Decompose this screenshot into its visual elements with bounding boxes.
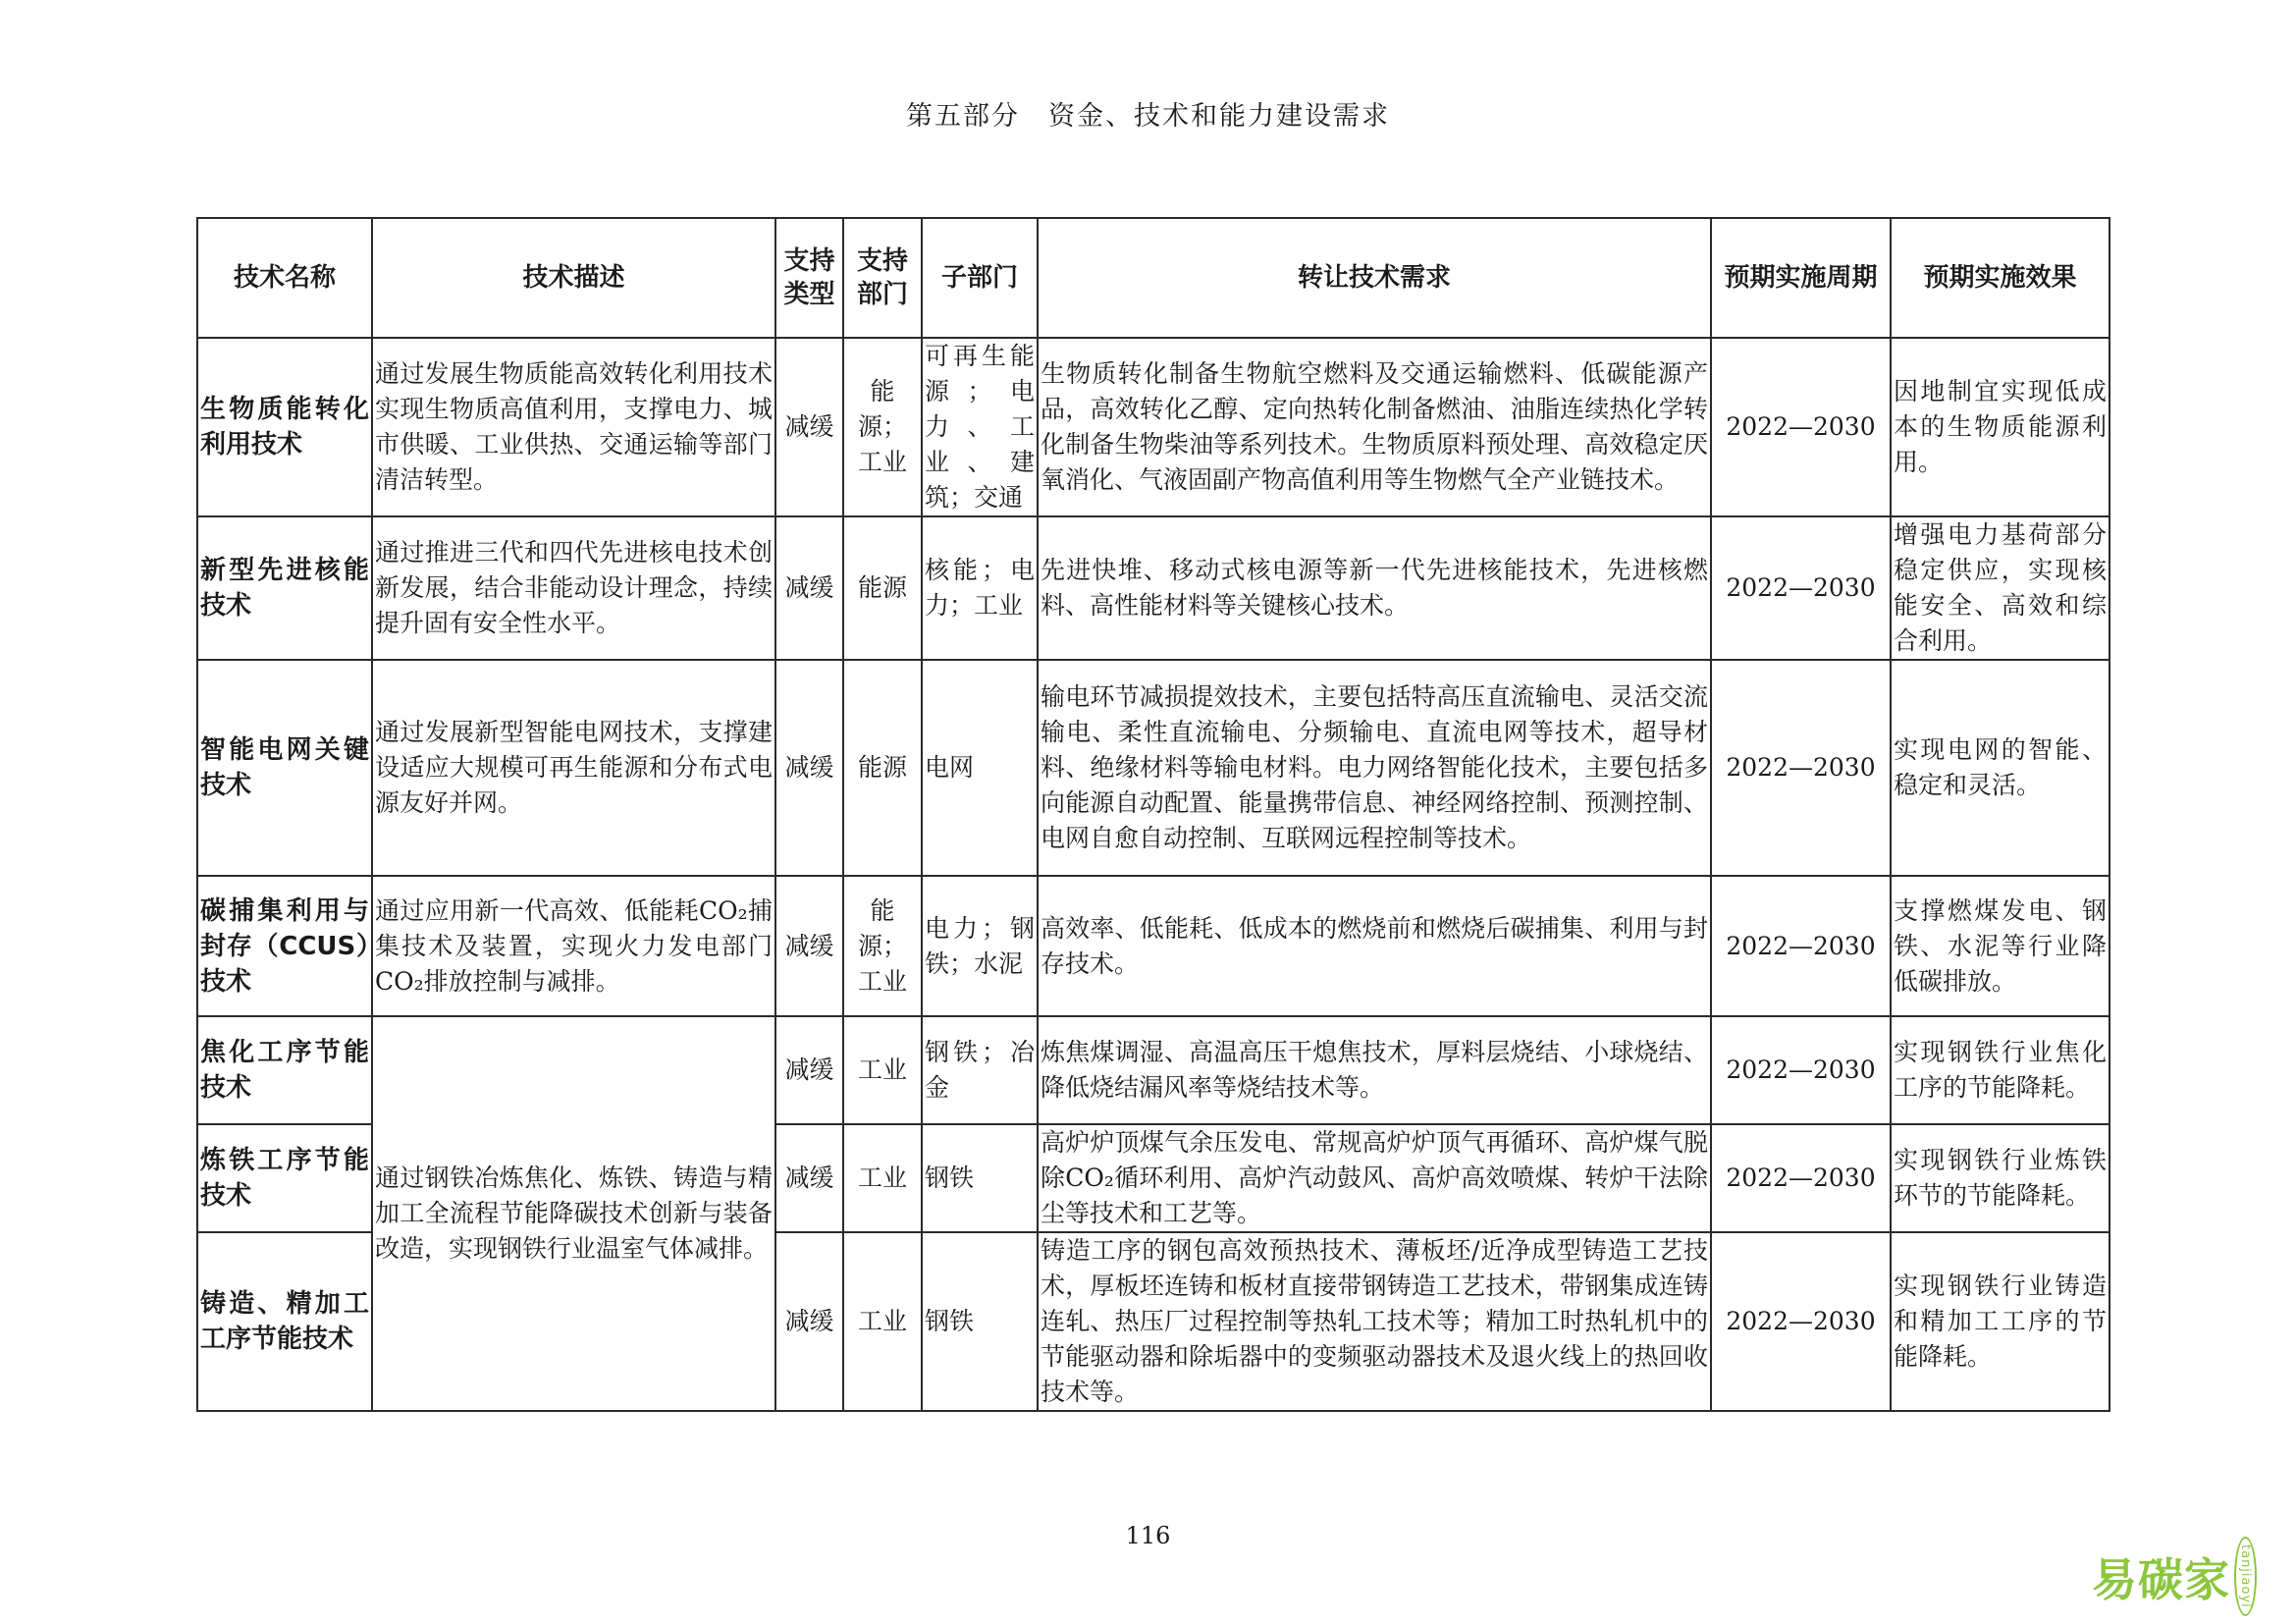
column-header: 技术名称 xyxy=(197,218,372,338)
sub-department: 钢铁；冶金 xyxy=(922,1016,1038,1124)
tech-name: 新型先进核能技术 xyxy=(197,516,372,660)
transfer-requirement: 先进快堆、移动式核电源等新一代先进核能技术，先进核燃料、高性能材料等关键核心技术。 xyxy=(1038,516,1711,660)
transfer-requirement: 铸造工序的钢包高效预热技术、薄板坯/近净成型铸造工艺技术，厚板坯连铸和板材直接带钢铸造工艺技术，带钢集成连铸连轧、热压厂过程控制等热轧工技术等；精加工时热轧机中的节能驱动器和除垢器中的变频驱动器技术及退火线上的热回收技术等。 xyxy=(1038,1232,1711,1411)
transfer-requirement: 炼焦煤调湿、高温高压干熄焦技术，厚料层烧结、小球烧结、降低烧结漏风率等烧结技术等。 xyxy=(1038,1016,1711,1124)
column-header: 支持部门 xyxy=(843,218,922,338)
tech-name: 焦化工序节能技术 xyxy=(197,1016,372,1124)
table-row xyxy=(197,660,2109,876)
table-header-row xyxy=(197,218,2109,338)
column-header: 子部门 xyxy=(922,218,1038,338)
expected-effect: 实现钢铁行业焦化工序的节能降耗。 xyxy=(1891,1016,2109,1124)
watermark-sub: tanjiaoyi xyxy=(2234,1537,2257,1616)
table-row xyxy=(197,876,2109,1016)
tech-name: 铸造、精加工工序节能技术 xyxy=(197,1232,372,1411)
tech-transfer-table xyxy=(196,217,2110,1412)
support-type: 减缓 xyxy=(775,660,843,876)
support-type: 减缓 xyxy=(775,338,843,516)
tech-description: 通过发展新型智能电网技术，支撑建设适应大规模可再生能源和分布式电源友好并网。 xyxy=(372,660,775,876)
implementation-period: 2022—2030 xyxy=(1711,338,1891,516)
support-type: 减缓 xyxy=(775,876,843,1016)
tech-name: 碳捕集利用与封存（CCUS）技术 xyxy=(197,876,372,1016)
column-header: 预期实施周期 xyxy=(1711,218,1891,338)
expected-effect: 支撑燃煤发电、钢铁、水泥等行业降低碳排放。 xyxy=(1891,876,2109,1016)
column-header: 转让技术需求 xyxy=(1038,218,1711,338)
support-department: 工业 xyxy=(843,1016,922,1124)
support-department: 能源；工业 xyxy=(843,876,922,1016)
tech-description: 通过发展生物质能高效转化利用技术实现生物质高值利用，支撑电力、城市供暖、工业供热、交通运输等部门清洁转型。 xyxy=(372,338,775,516)
tech-description: 通过应用新一代高效、低能耗CO₂捕集技术及装置，实现火力发电部门CO₂排放控制与减排。 xyxy=(372,876,775,1016)
page-number: 116 xyxy=(1125,1522,1171,1549)
support-type: 减缓 xyxy=(775,1232,843,1411)
sub-department: 电网 xyxy=(922,660,1038,876)
tech-name: 生物质能转化利用技术 xyxy=(197,338,372,516)
sub-department: 钢铁 xyxy=(922,1232,1038,1411)
transfer-requirement: 输电环节减损提效技术，主要包括特高压直流输电、灵活交流输电、柔性直流输电、分频输电、直流电网等技术，超导材料、绝缘材料等输电材料。电力网络智能化技术，主要包括多向能源自动配置、能量携带信息、神经网络控制、预测控制、电网自愈自动控制、互联网远程控制等技术。 xyxy=(1038,660,1711,876)
transfer-requirement: 高炉炉顶煤气余压发电、常规高炉炉顶气再循环、高炉煤气脱除CO₂循环利用、高炉汽动鼓风、高炉高效喷煤、转炉干法除尘等技术和工艺等。 xyxy=(1038,1124,1711,1232)
implementation-period: 2022—2030 xyxy=(1711,876,1891,1016)
support-type: 减缓 xyxy=(775,1124,843,1232)
column-header: 技术描述 xyxy=(372,218,775,338)
tech-name: 智能电网关键技术 xyxy=(197,660,372,876)
table-row xyxy=(197,516,2109,660)
column-header: 支持类型 xyxy=(775,218,843,338)
tech-description: 通过推进三代和四代先进核电技术创新发展，结合非能动设计理念，持续提升固有安全性水平。 xyxy=(372,516,775,660)
table-row xyxy=(197,1016,2109,1124)
expected-effect: 实现电网的智能、稳定和灵活。 xyxy=(1891,660,2109,876)
expected-effect: 实现钢铁行业炼铁环节的节能降耗。 xyxy=(1891,1124,2109,1232)
support-type: 减缓 xyxy=(775,516,843,660)
support-department: 工业 xyxy=(843,1232,922,1411)
page-title: 第五部分 资金、技术和能力建设需求 xyxy=(906,101,1390,132)
support-department: 能源；工业 xyxy=(843,338,922,516)
tech-description-steel: 通过钢铁冶炼焦化、炼铁、铸造与精加工全流程节能降碳技术创新与装备改造，实现钢铁行业温室气体减排。 xyxy=(372,1016,775,1411)
sub-department: 钢铁 xyxy=(922,1124,1038,1232)
transfer-requirement: 生物质转化制备生物航空燃料及交通运输燃料、低碳能源产品，高效转化乙醇、定向热转化制备燃油、油脂连续热化学转化制备生物柴油等系列技术。生物质原料预处理、高效稳定厌氧消化、气液固副产物高值利用等生物燃气全产业链技术。 xyxy=(1038,338,1711,516)
sub-department: 可再生能源；电力、工业、建筑；交通 xyxy=(922,338,1038,516)
watermark-brand: 易碳家 xyxy=(2092,1552,2230,1606)
implementation-period: 2022—2030 xyxy=(1711,1232,1891,1411)
transfer-requirement: 高效率、低能耗、低成本的燃烧前和燃烧后碳捕集、利用与封存技术。 xyxy=(1038,876,1711,1016)
expected-effect: 实现钢铁行业铸造和精加工工序的节能降耗。 xyxy=(1891,1232,2109,1411)
implementation-period: 2022—2030 xyxy=(1711,1016,1891,1124)
column-header: 预期实施效果 xyxy=(1891,218,2109,338)
sub-department: 电力；钢铁；水泥 xyxy=(922,876,1038,1016)
watermark-logo xyxy=(2092,1537,2257,1616)
support-department: 工业 xyxy=(843,1124,922,1232)
table-row xyxy=(197,338,2109,516)
tech-name: 炼铁工序节能技术 xyxy=(197,1124,372,1232)
expected-effect: 增强电力基荷部分稳定供应，实现核能安全、高效和综合利用。 xyxy=(1891,516,2109,660)
implementation-period: 2022—2030 xyxy=(1711,660,1891,876)
implementation-period: 2022—2030 xyxy=(1711,516,1891,660)
expected-effect: 因地制宜实现低成本的生物质能源利用。 xyxy=(1891,338,2109,516)
implementation-period: 2022—2030 xyxy=(1711,1124,1891,1232)
sub-department: 核能；电力；工业 xyxy=(922,516,1038,660)
support-department: 能源 xyxy=(843,516,922,660)
support-department: 能源 xyxy=(843,660,922,876)
support-type: 减缓 xyxy=(775,1016,843,1124)
